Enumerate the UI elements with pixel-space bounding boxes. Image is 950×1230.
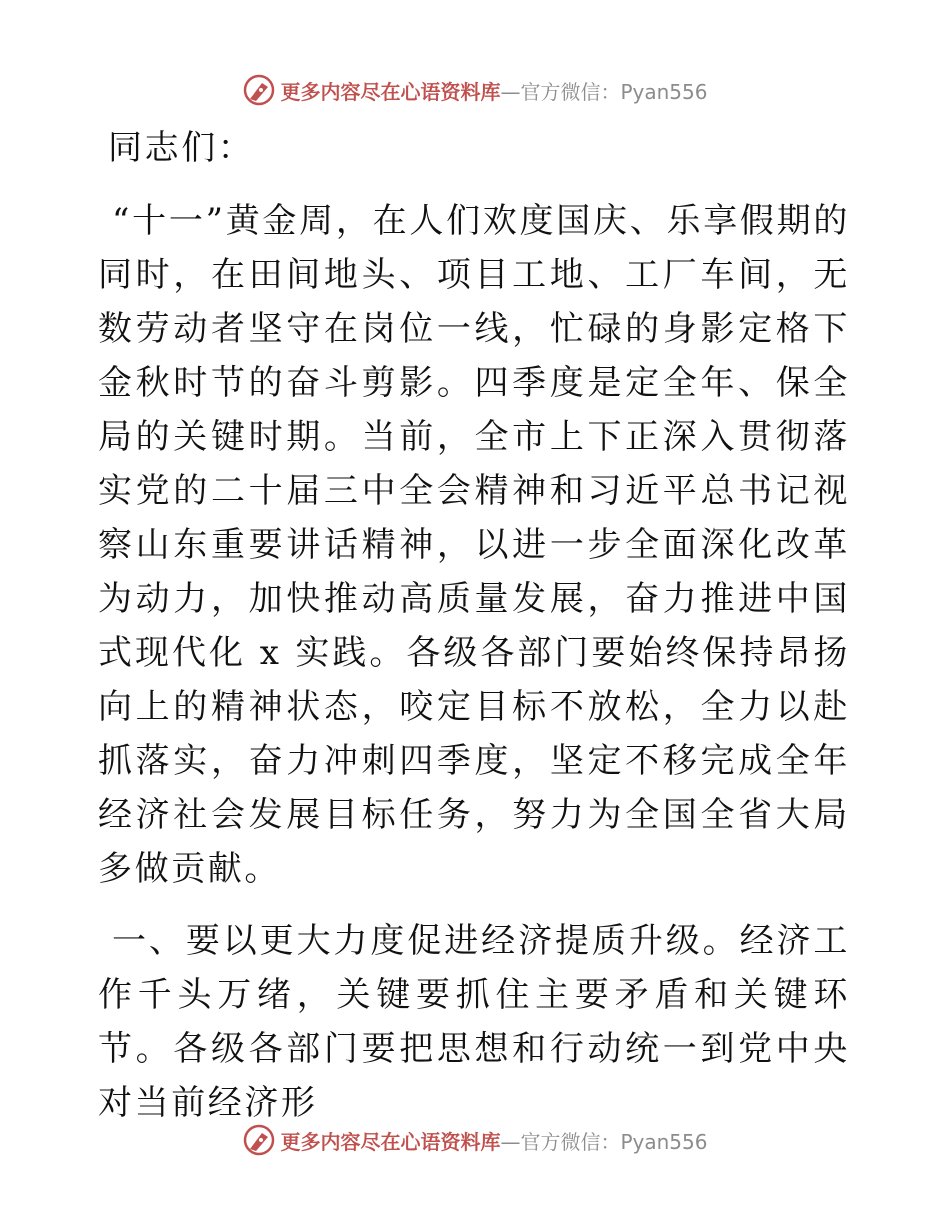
watermark-separator: — — [500, 1129, 521, 1154]
body-paragraph-1: “十一”黄金周，在人们欢度国庆、乐享假期的同时，在田间地头、项目工地、工厂车间，无数劳动者坚守在岗位一线，忙碌的身影定格下金秋时节的奋斗剪影。四季度是定全年、保全局的关键时期。当前，全市上下正深入贯彻落实党的二十届三中全会精神和习近平总书记视察山东重要讲话精神，以进一步全面深化改革为动力，加快推动高质量发展，奋力推进中国式现代化 x 实践。各级各部门要始终保持昂扬向上的精神状态，咬定目标不放松，全力以赴抓落实，奋力冲刺四季度，坚定不移完成全年经济社会发展目标任务，努力为全国全省大局多做贡献。 — [98, 201, 850, 889]
watermark-footer — [0, 1120, 950, 1160]
watermark-header — [0, 70, 950, 110]
watermark-contact: 官方微信：Pyan556 — [520, 1129, 708, 1154]
salutation: 同志们： — [108, 128, 255, 168]
pen-nib-logo-icon — [242, 73, 276, 107]
watermark-text — [280, 76, 707, 105]
watermark-contact: 官方微信：Pyan556 — [520, 79, 708, 104]
watermark-separator: — — [500, 79, 521, 104]
watermark-brand: 更多内容尽在心语资料库 — [280, 79, 501, 104]
pen-nib-logo-icon — [242, 1123, 276, 1157]
body-paragraph-2: 一、要以更大力度促进经济提质升级。经济工作千头万绪，关键要抓住主要矛盾和关键环节。各级各部门要把思想和行动统一到党中央对当前经济形 — [98, 921, 850, 1123]
watermark-brand: 更多内容尽在心语资料库 — [280, 1129, 501, 1154]
watermark-text — [280, 1126, 707, 1155]
